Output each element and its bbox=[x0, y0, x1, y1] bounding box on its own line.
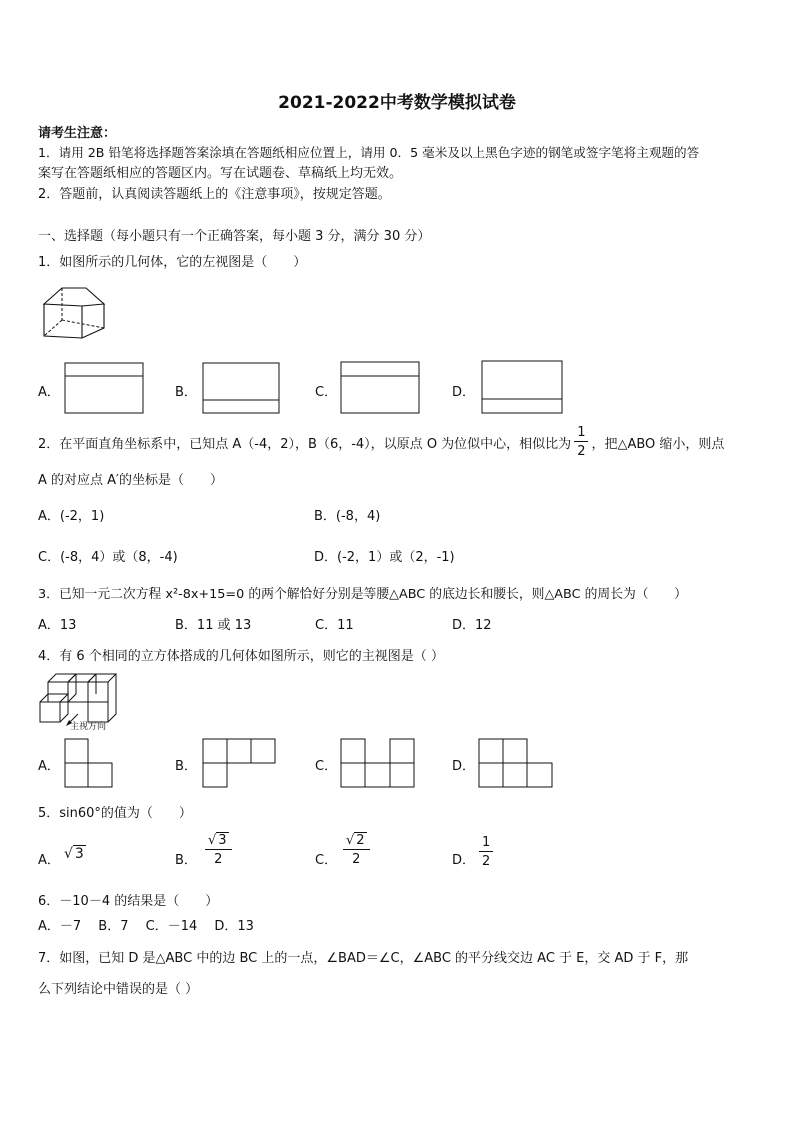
question-5-stem: 5．sin60°的值为（ ） bbox=[38, 806, 192, 821]
q5-option-d-label: D． bbox=[452, 853, 476, 868]
page-title: 2021-2022中考数学模拟试卷 bbox=[278, 93, 516, 113]
q5-option-c-radicand: 2 bbox=[356, 833, 365, 848]
q2-ratio-numerator: 1 bbox=[574, 426, 588, 442]
q1-option-d-label: D． bbox=[452, 385, 476, 400]
q4-option-a-figure bbox=[64, 738, 114, 788]
q5-option-a-label: A． bbox=[38, 853, 60, 868]
q4-option-c-figure bbox=[340, 738, 416, 788]
question-2-stem bbox=[38, 426, 724, 458]
q4-option-d-label: D． bbox=[452, 759, 476, 774]
q4-option-d-figure bbox=[478, 738, 554, 788]
q5-option-d-value bbox=[476, 836, 496, 868]
q5-option-b-numerator: √ 3 bbox=[205, 834, 232, 850]
q4-option-a-label: A． bbox=[38, 759, 60, 774]
q4-option-c-label: C． bbox=[315, 759, 338, 774]
section-heading: 一、选择题（每小题只有一个正确答案，每小题 3 分，满分 30 分） bbox=[38, 229, 431, 244]
notice-line-2: 案写在答题纸相应的答题区内。写在试题卷、草稿纸上均无效。 bbox=[38, 166, 403, 181]
q2-option-a: A．(-2，1) bbox=[38, 509, 105, 524]
q5-option-c-numerator: √ 2 bbox=[343, 834, 370, 850]
q5-option-c-denominator: 2 bbox=[352, 852, 361, 867]
q5-option-d-fraction bbox=[479, 836, 493, 868]
q2-stem-part-c: A 的对应点 A′的坐标是（ ） bbox=[38, 473, 224, 488]
q3-option-c: C．11 bbox=[315, 618, 354, 633]
question-6-stem: 6．－10－4 的结果是（ ） bbox=[38, 894, 219, 909]
question-4-stem: 4．有 6 个相同的立方体搭成的几何体如图所示，则它的主视图是（ ） bbox=[38, 649, 444, 664]
q1-option-c-figure bbox=[340, 361, 420, 414]
q6-options: A．－7 B．7 C．－14 D．13 bbox=[38, 919, 254, 934]
q3-option-d: D．12 bbox=[452, 618, 492, 633]
q2-ratio-fraction bbox=[574, 426, 588, 458]
question-1-stem: 1．如图所示的几何体，它的左视图是（ ） bbox=[38, 255, 307, 270]
q2-stem-part-a: 2．在平面直角坐标系中，已知点 A（-4，2），B（6，-4），以原点 O 为位似中心，相似比为 bbox=[38, 436, 572, 452]
q2-ratio-denominator: 2 bbox=[577, 444, 586, 459]
q5-option-c-fraction bbox=[343, 834, 370, 866]
q5-option-d-numerator: 1 bbox=[479, 836, 493, 852]
q3-option-a: A．13 bbox=[38, 618, 77, 633]
notice-heading: 请考生注意： bbox=[38, 126, 117, 141]
q1-option-a-figure bbox=[64, 362, 144, 414]
q5-option-a-sqrt: √ 3 bbox=[64, 846, 84, 862]
q2-option-c: C．(-8，4）或（8，-4) bbox=[38, 550, 178, 565]
q5-option-b-value bbox=[202, 834, 235, 866]
q1-option-b-label: B． bbox=[175, 385, 197, 400]
q5-option-b-radicand: 3 bbox=[218, 833, 227, 848]
q4-option-b-figure bbox=[202, 738, 276, 788]
q3-option-b: B．11 或 13 bbox=[175, 618, 252, 633]
q1-option-d-figure bbox=[481, 360, 563, 414]
q5-option-b-denominator: 2 bbox=[214, 852, 223, 867]
q1-option-a-label: A． bbox=[38, 385, 60, 400]
q5-option-b-fraction bbox=[205, 834, 232, 866]
notice-line-1: 1．请用 2B 铅笔将选择题答案涂填在答题纸相应位置上，请用 0．5 毫米及以上黑色字迹的钢笔或签字笔将主观题的答 bbox=[38, 145, 700, 160]
q5-option-b-label: B． bbox=[175, 853, 197, 868]
q1-solid-figure bbox=[38, 284, 110, 342]
q5-option-c-label: C． bbox=[315, 853, 338, 868]
q4-view-direction-label: 主视方向 bbox=[70, 722, 107, 732]
q5-option-a-value bbox=[64, 846, 86, 862]
q1-option-b-figure bbox=[202, 362, 280, 414]
q2-stem-part-b: ，把△ABO 缩小，则点 bbox=[591, 436, 725, 452]
notice-line-3: 2．答题前，认真阅读答题纸上的《注意事项》，按规定答题。 bbox=[38, 187, 391, 202]
q1-option-c-label: C． bbox=[315, 385, 338, 400]
q5-option-a-radicand: 3 bbox=[74, 846, 84, 862]
q5-option-c-value bbox=[340, 834, 373, 866]
q2-option-d: D．(-2，1）或（2，-1) bbox=[314, 550, 455, 565]
question-3-stem: 3．已知一元二次方程 x²-8x+15=0 的两个解恰好分别是等腰△ABC 的底边长和腰长，则△ABC 的周长为（ ） bbox=[38, 587, 687, 602]
question-7-line-2: 么下列结论中错误的是（ ） bbox=[38, 982, 199, 997]
q4-option-b-label: B． bbox=[175, 759, 197, 774]
q2-option-b: B．(-8，4) bbox=[314, 509, 381, 524]
q5-option-d-denominator: 2 bbox=[482, 854, 491, 869]
question-7-line-1: 7．如图，已知 D 是△ABC 中的边 BC 上的一点，∠BAD＝∠C，∠ABC 的平分线交边 AC 于 E，交 AD 于 F，那 bbox=[38, 951, 689, 966]
